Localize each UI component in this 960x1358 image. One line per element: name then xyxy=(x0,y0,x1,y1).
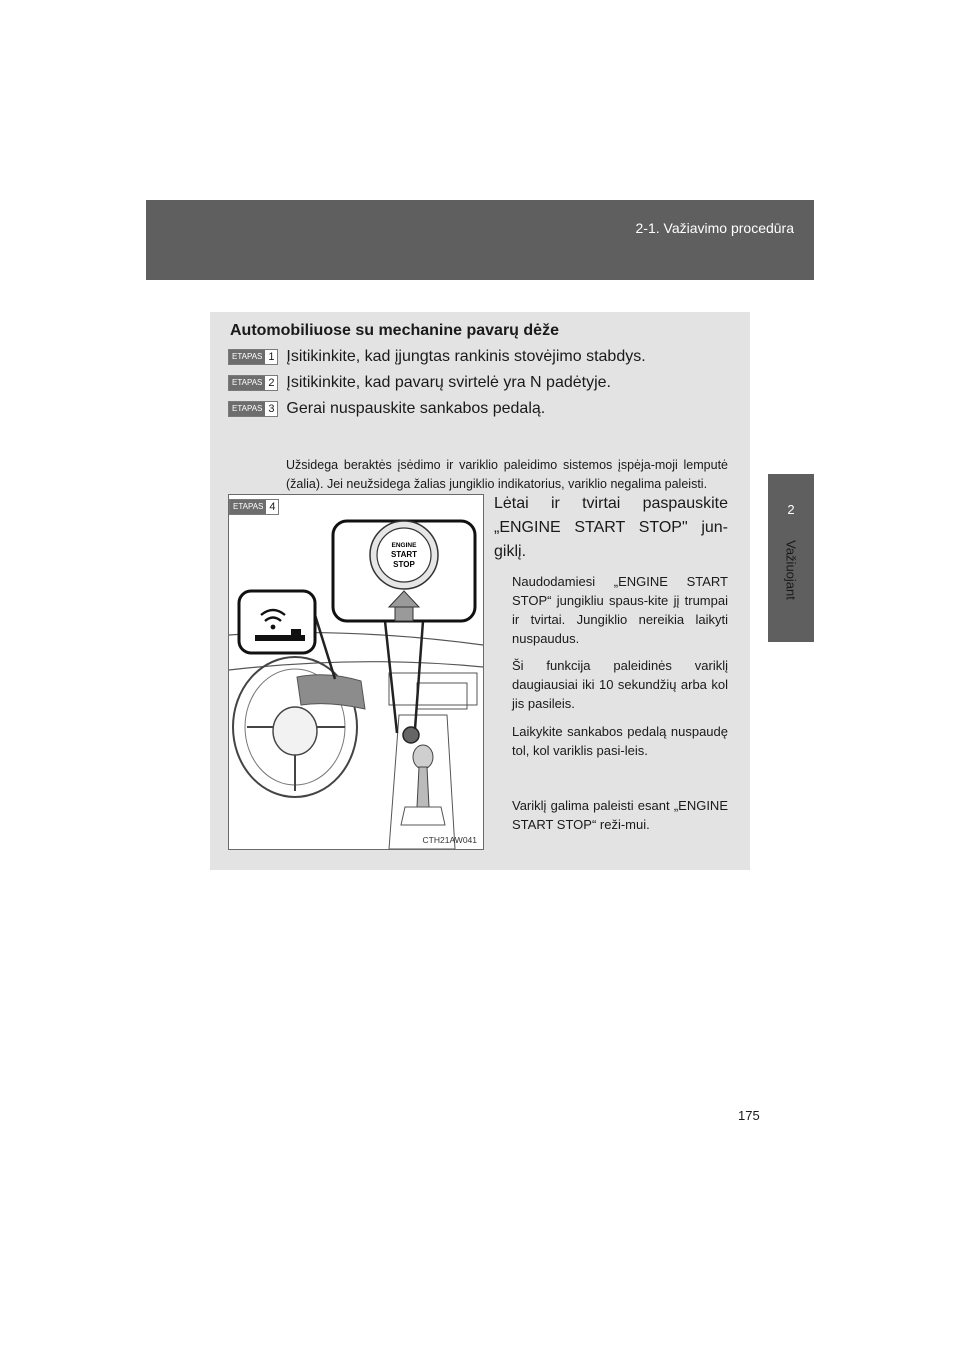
step-text: Įsitikinkite, kad pavarų svirtelė yra N padėtyje. xyxy=(286,374,611,391)
chapter-number: 2 xyxy=(787,502,795,517)
button-text-line-2: START xyxy=(390,550,418,559)
step-4-badge: ETAPAS 4 xyxy=(229,499,279,515)
description-3: Laikykite sankabos pedalą nuspaudę tol, kol variklis pasi-leis. xyxy=(512,724,728,758)
panel-title: Automobiliuose su mechanine pavarų dėže xyxy=(230,322,559,339)
button-text-line-3: STOP xyxy=(393,560,415,569)
step-badge: ETAPAS 3 xyxy=(228,401,278,417)
step-3-note: Užsidega beraktės įsėdimo ir variklio paleidimo sistemos įspėja-moji lemputė (žalia). Jei neužsidega žalias jungiklio indikatorius, variklio negalima paleisti. xyxy=(286,458,728,491)
section-label: 2-1. Važiavimo procedūra xyxy=(635,220,794,236)
step-1 xyxy=(228,348,646,366)
indicator-callout xyxy=(239,591,315,653)
dashboard-illustration xyxy=(228,494,484,850)
description-2: Ši funkcija paleidinės variklį daugiausiai iki 10 sekundžių arba kol jis pasileis. xyxy=(512,658,728,711)
chapter-label: Važiuojant xyxy=(783,540,799,600)
description-1: Naudodamiesi „ENGINE START STOP“ jungikliu spaus-kite jį trumpai ir tvirtai. Jungiklio nereikia laikyti nuspaudus. xyxy=(512,574,728,646)
description-4: Variklį galima paleisti esant „ENGINE START STOP“ reži-mui. xyxy=(512,798,728,832)
step-3 xyxy=(228,400,545,418)
step-text: Įsitikinkite, kad įjungtas rankinis stovėjimo stabdys. xyxy=(286,348,646,365)
button-text-line-1: ENGINE xyxy=(391,542,417,549)
page-number: 175 xyxy=(738,1108,760,1123)
instruction-panel xyxy=(210,312,750,870)
dashboard-drawing xyxy=(229,495,483,849)
step-4-text: Lėtai ir tvirtai paspauskite „ENGINE START STOP" jun-giklį. xyxy=(494,495,728,560)
header-bar xyxy=(146,200,814,280)
step-2 xyxy=(228,374,611,392)
step-text: Gerai nuspauskite sankabos pedalą. xyxy=(286,400,546,417)
step-badge: ETAPAS 1 xyxy=(228,349,278,365)
step-badge: ETAPAS 2 xyxy=(228,375,278,391)
illustration-code: CTH21AW041 xyxy=(422,835,477,845)
